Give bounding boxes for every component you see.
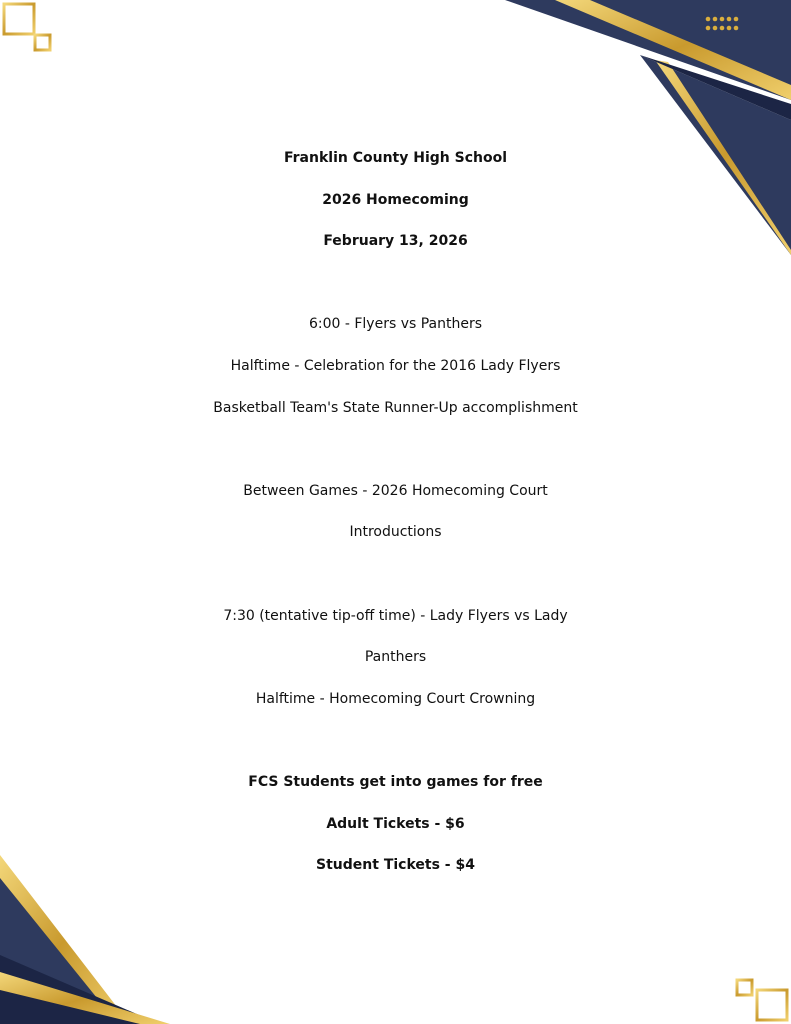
schedule-halftime-1-line-1: Halftime - Celebration for the 2016 Lady Flyers [230, 357, 561, 374]
schedule-halftime-1-line-2: Basketball Team's State Runner-Up accomplishment [213, 399, 578, 416]
event-title: 2026 Homecoming [322, 191, 469, 208]
tickets-students-free: FCS Students get into games for free [248, 773, 543, 790]
schedule-game-2-line-2: Panthers [364, 649, 427, 666]
schedule-game-1: 6:00 - Flyers vs Panthers [308, 316, 483, 333]
tickets-student: Student Tickets - $4 [316, 857, 475, 874]
schedule-game-2-line-1: 7:30 (tentative tip-off time) - Lady Flyers vs Lady [223, 607, 568, 624]
flyer-content [0, 138, 791, 887]
schedule-between-games-line-1: Between Games - 2026 Homecoming Court [243, 482, 548, 499]
event-date: February 13, 2026 [323, 233, 468, 250]
school-name: Franklin County High School [283, 150, 507, 166]
schedule-between-games-line-2: Introductions [349, 524, 442, 541]
schedule-halftime-2: Halftime - Homecoming Court Crowning [255, 690, 536, 707]
tickets-adult: Adult Tickets - $6 [326, 815, 465, 832]
